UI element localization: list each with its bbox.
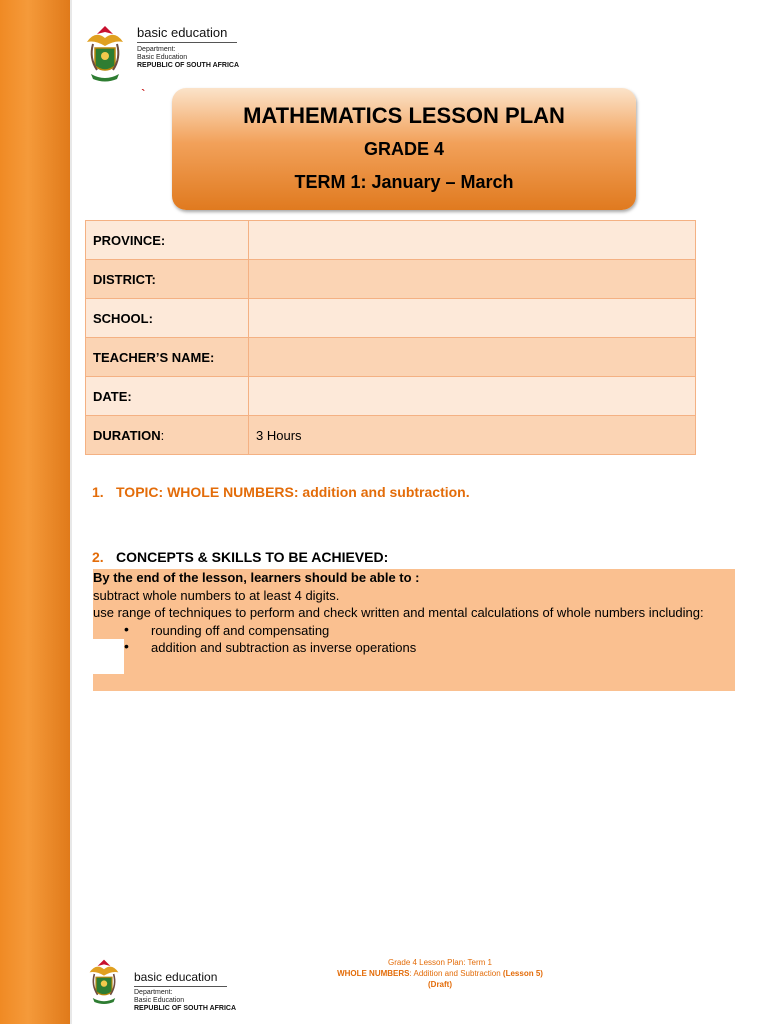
- table-row: [86, 260, 696, 299]
- banner-term: TERM 1: January – March: [294, 172, 514, 192]
- footer-line2: [320, 968, 560, 979]
- logo-brand-text: basic education: [137, 25, 237, 43]
- topic-text: TOPIC: WHOLE NUMBERS: addition and subtraction.: [116, 484, 470, 500]
- header-logo: [83, 24, 239, 84]
- concepts-line2: use range of techniques to perform and check written and mental calculations of whole numbers including:: [93, 605, 704, 620]
- concepts-heading: [92, 549, 388, 565]
- district-label: DISTRICT:: [86, 260, 249, 299]
- duration-value: 3 Hours: [249, 416, 696, 455]
- bullet-text: rounding off and compensating: [151, 622, 330, 638]
- footer-logo-dept-line1: Department:: [134, 989, 173, 996]
- table-row: [86, 377, 696, 416]
- topic-heading: [92, 484, 470, 500]
- footer-logo: [84, 958, 236, 1012]
- logo-dept-line1: Department:: [137, 46, 176, 53]
- coat-of-arms-icon: [83, 24, 127, 84]
- date-value: [249, 377, 696, 416]
- logo-country: REPUBLIC OF SOUTH AFRICA: [137, 62, 240, 69]
- footer-logo-brand-text: basic education: [134, 970, 227, 987]
- table-row: [86, 416, 696, 455]
- footer-logo-dept-line2: Basic Education: [134, 997, 185, 1004]
- table-row: [86, 338, 696, 377]
- logo-dept-line2: Basic Education: [137, 54, 188, 61]
- concepts-box: [93, 569, 735, 691]
- bullet-icon: •: [124, 620, 129, 637]
- teacher-name-label: TEACHER’S NAME:: [86, 338, 249, 377]
- lesson-info-table: [85, 220, 696, 455]
- table-row: [86, 299, 696, 338]
- province-label: PROVINCE:: [86, 221, 249, 260]
- orange-side-bar: [0, 0, 72, 1024]
- duration-label-colon: :: [160, 427, 165, 443]
- concepts-bullet-list: [93, 622, 735, 657]
- topic-number: 1.: [92, 484, 104, 500]
- stray-mark: `: [141, 86, 146, 102]
- teacher-name-value: [249, 338, 696, 377]
- banner-title: MATHEMATICS LESSON PLAN: [243, 103, 565, 128]
- title-banner: [172, 88, 636, 210]
- duration-label: [86, 416, 249, 455]
- footer-line3: (Draft): [428, 980, 452, 989]
- concepts-line1: subtract whole numbers to at least 4 digits.: [93, 587, 340, 603]
- bullet-icon: •: [124, 638, 129, 654]
- duration-label-text: DURATION: [93, 427, 161, 443]
- list-item: [93, 622, 735, 640]
- concepts-number: 2.: [92, 549, 104, 565]
- school-label: SCHOOL:: [86, 299, 249, 338]
- concepts-heading-text: CONCEPTS & SKILLS TO BE ACHIEVED:: [116, 549, 389, 565]
- province-value: [249, 221, 696, 260]
- date-label: DATE:: [86, 377, 249, 416]
- coat-of-arms-icon: [84, 958, 124, 1006]
- footer-topic-bold: WHOLE NUMBERS: [337, 969, 410, 978]
- footer-line1: Grade 4 Lesson Plan: Term 1: [388, 958, 492, 967]
- footer-lesson: (Lesson 5): [502, 969, 543, 978]
- footer-topic-rest: : Addition and Subtraction: [409, 969, 503, 978]
- bullet-text: addition and subtraction as inverse operations: [151, 640, 417, 655]
- banner-grade: GRADE 4: [363, 139, 444, 159]
- table-row: [86, 221, 696, 260]
- footer-logo-country: REPUBLIC OF SOUTH AFRICA: [134, 1005, 237, 1012]
- page-footer: [320, 957, 560, 990]
- list-item: [93, 639, 735, 657]
- concepts-lead: By the end of the lesson, learners should be able to :: [93, 570, 420, 585]
- district-value: [249, 260, 696, 299]
- school-value: [249, 299, 696, 338]
